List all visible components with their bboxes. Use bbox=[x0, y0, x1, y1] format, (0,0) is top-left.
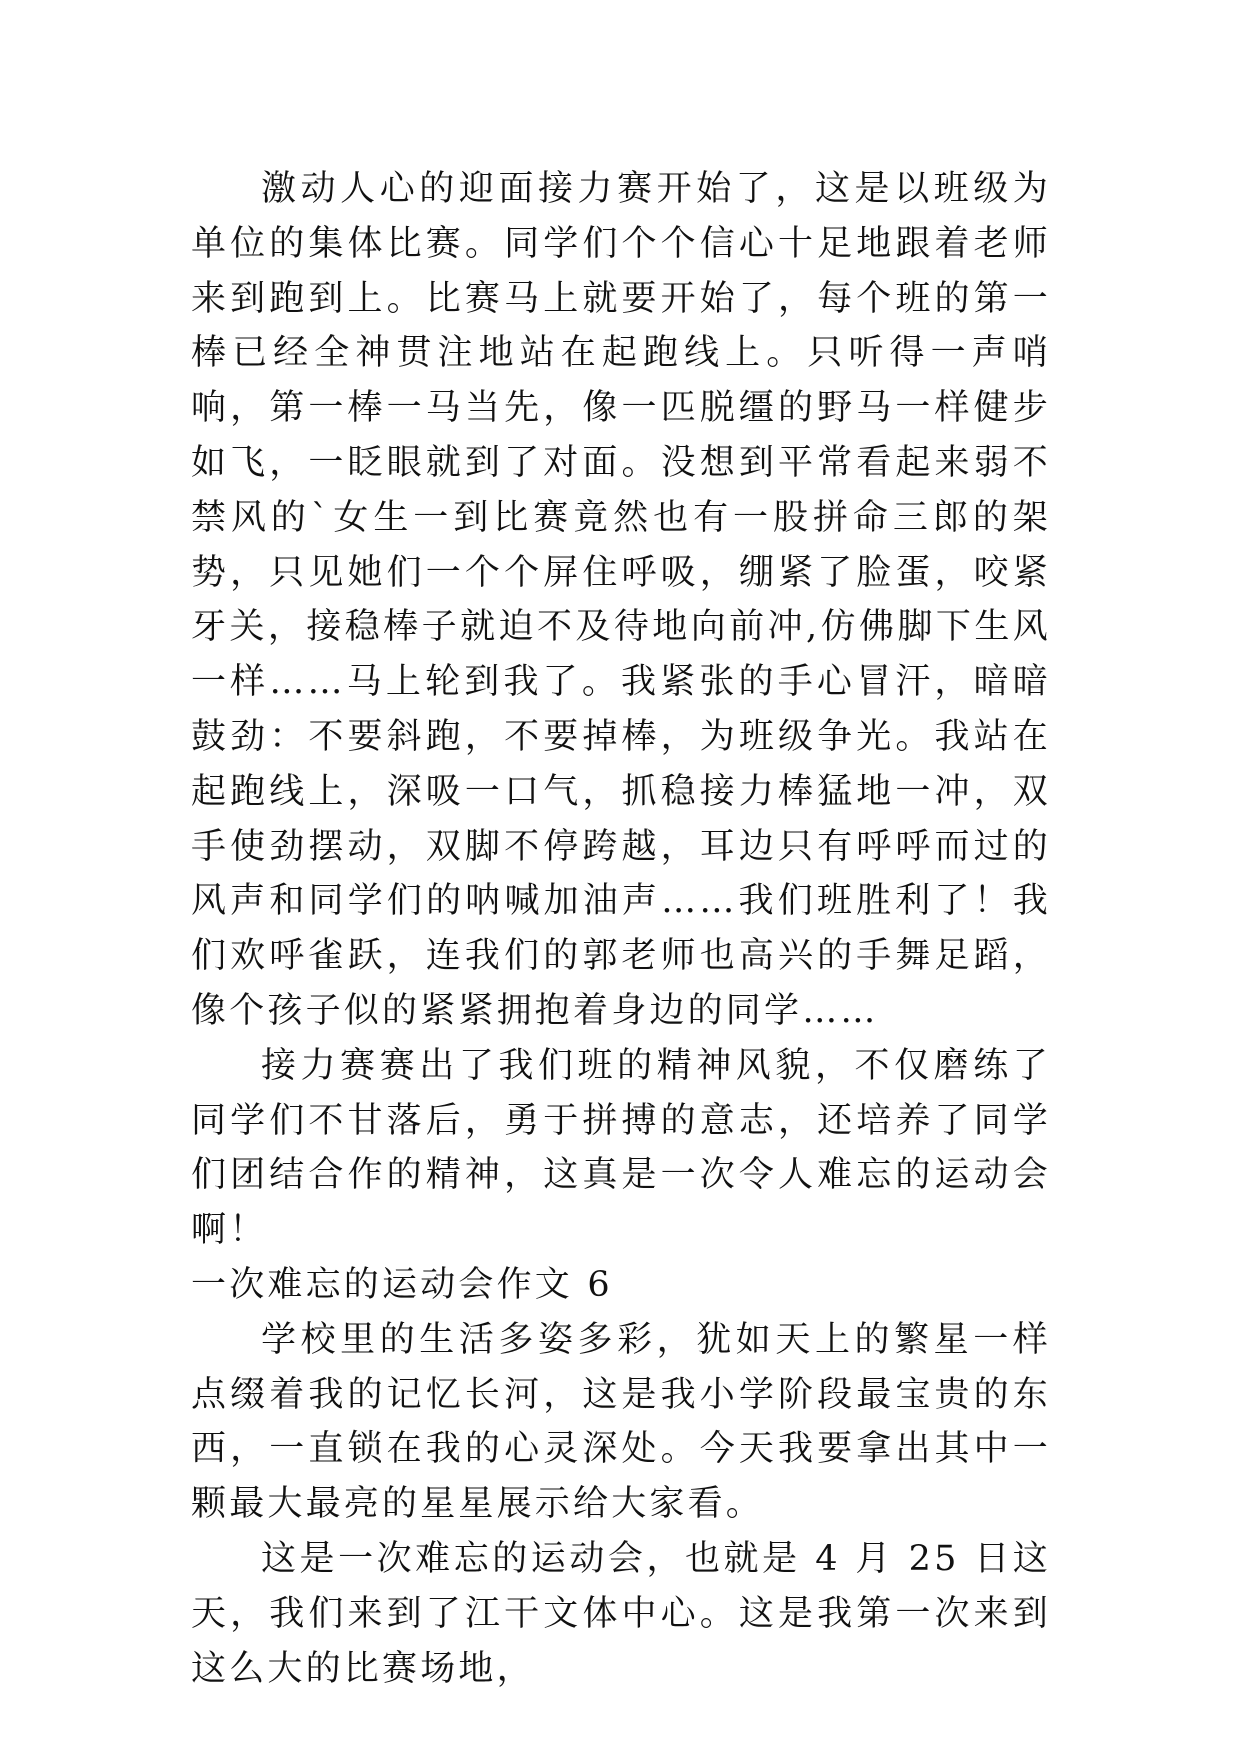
essay-heading: 一次难忘的运动会作文 6 bbox=[191, 1264, 613, 1305]
paragraph-relay-race: 激动人心的迎面接力赛开始了，这是以班级为单位的集体比赛。同学们个个信心十足地跟着老师来到跑到上。比赛马上就要开始了，每个班的第一棒已经全神贯注地站在起跑线上。只听得一声哨响，第一棒一马当先，像一匹脱缰的野马一样健步如飞，一眨眼就到了对面。没想到平常看起来弱不禁风的`女生一到比赛竟然也有一股拼命三郎的架势，只见她们一个个屏住呼吸，绷紧了脸蛋，咬紧牙关，接稳棒子就迫不及待地向前冲,仿佛脚下生风一样……马上轮到我了。我紧张的手心冒汗，暗暗鼓劲：不要斜跑，不要掉棒，为班级争光。我站在起跑线上，深吸一口气，抓稳接力棒猛地一冲，双手使劲摆动，双脚不停跨越，耳边只有呼呼而过的风声和同学们的呐喊加油声……我们班胜利了！我们欢呼雀跃，连我们的郭老师也高兴的手舞足蹈，像个孩子似的紧紧拥抱着身边的同学…… bbox=[191, 169, 1051, 1031]
document-body bbox=[191, 162, 1051, 1696]
paragraph-sports-meet: 这是一次难忘的运动会，也就是 4 月 25 日这天，我们来到了江干文体中心。这是我第一次来到这么大的比赛场地， bbox=[191, 1538, 1051, 1689]
paragraph-school-life: 学校里的生活多姿多彩，犹如天上的繁星一样点缀着我的记忆长河，这是我小学阶段最宝贵的东西，一直锁在我的心灵深处。今天我要拿出其中一颗最大最亮的星星展示给大家看。 bbox=[191, 1319, 1051, 1525]
paragraph-relay-summary: 接力赛赛出了我们班的精神风貌，不仅磨练了同学们不甘落后，勇于拼搏的意志，还培养了同学们团结合作的精神，这真是一次令人难忘的运动会啊！ bbox=[191, 1045, 1051, 1251]
